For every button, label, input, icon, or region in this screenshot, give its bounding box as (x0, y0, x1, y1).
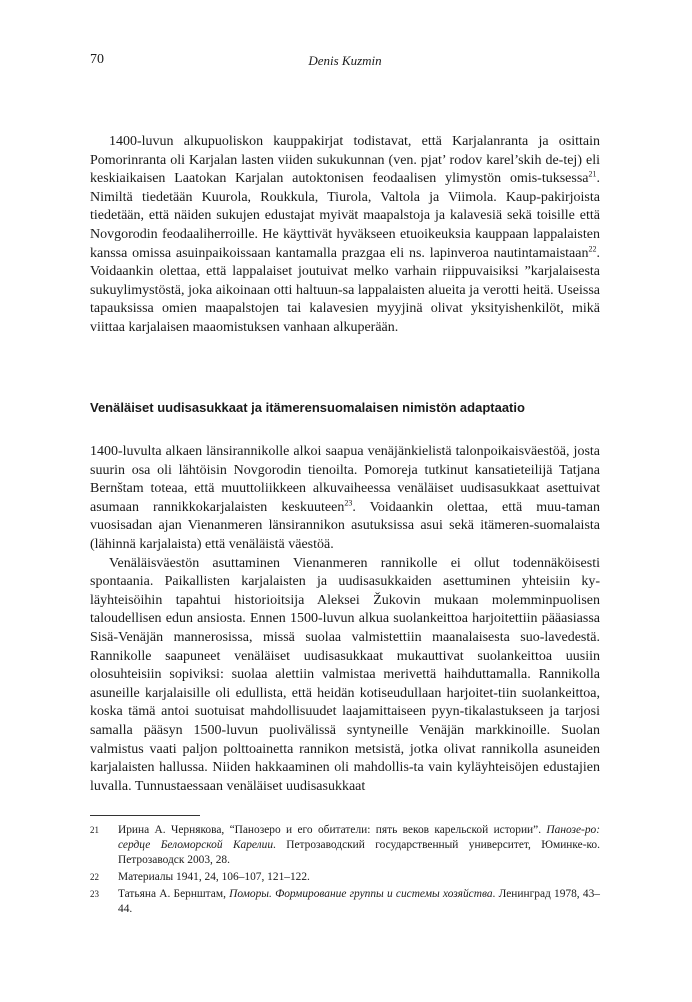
footnotes (90, 823, 600, 919)
footnote-number: 23 (90, 889, 99, 899)
section-heading: Venäläiset uudisasukkaat ja itämerensuomalaisen nimistön adaptaatio (90, 400, 525, 415)
footnote-divider (90, 815, 200, 816)
footnote-ref-23[interactable]: 23 (344, 498, 353, 508)
footnote-23: 23 Татьяна А. Бернштам, Поморы. Формирование группы и системы хозяйства. Ленинград 1978, 43–44. (90, 888, 600, 915)
section-text-block (90, 443, 600, 796)
paragraph-salt-making: Venäläisväestön asuttaminen Vienanmeren rannikolle ei ollut todennäköisesti spontaania. Paikallisten karjalaisten ja uudisasukkaiden asettuminen yhteisiin ky-läyhteisöihin tapahtui historioitsija Aleksei Žukovin mukaan molemminpuolisen taloudellisen edun ansiosta. Ennen 1500-luvun alkua suolankeittoa harjoitettiin pääasiassa Sisä-Venäjän mannerosissa, missä suolaa valmistettiin maanalaisesta suo-lavedestä. Rannikolle saapuneet venäläiset uudisasukkaat mukauttivat suolankeittoa uusiin olosuhteisiin sopiviksi: suolaa alettiin valmistaa merivettä haihduttamalla. Rannikolla asuneille karjalaisille oli edullista, että heidän kotiseudullaan harjoitet-tiin suolankeittoa, koska tämä antoi suotuisat mahdollisuudet laajamittaiseen pyyn-tikalastukseen ja tarjosi samalla pääsyn 1500-luvun puolivälissä syntyneille Venäjän markkinoille. Suolan valmistus vaati paljon polttoainetta rannikon metsistä, jotka olivat rannikolla asuneiden karjalaisten hallussa. Niiden hakkaaminen oli mahdollis-ta vain kyläyhteisöjen edustajien luvalla. Tunnustaessaan venäläiset uudisasukkaat (90, 555, 600, 794)
running-head-author: Denis Kuzmin (308, 53, 382, 68)
paragraph-settlers: 1400-luvulta alkaen länsirannikolle alkoi saapua venäjänkielistä talonpoikaisväestöä, josta suurin osa oli lähtöisin Novgorodin tienoilta. Pomoreja tutkinut kansatieteilijä Tatjana Bernštam toteaa, että muuttoliikkeen alkuvaiheessa venäläiset uudisasukkaat asettuivat asumaan rannikkokarjalaisten keskuuteen$^{23}$. Voidaankin olettaa, että muu-taman vuosisadan ajan Vienanmeren länsirannikon asutuksissa asui sekä itämeren-suomalaista (lähinnä karjalaista) että venäläistä väestöä. (90, 444, 600, 552)
book-page (90, 0, 600, 1002)
footnote-22: 22 Материалы 1941, 24, 106–107, 121–122. (90, 871, 310, 883)
footnote-ref-21[interactable]: 21 (588, 169, 597, 179)
intro-text-block (90, 133, 600, 338)
page-header (90, 52, 600, 72)
footnote-number: 21 (90, 825, 99, 835)
footnote-21: 21 Ирина А. Чернякова, “Панозеро и его обитатели: пять веков карельской истории”. Панозе-ро: сердце Беломорской Карелии. Петрозаводский государственный университет, Юминке-ко. Петрозаводск 2003, 28. (90, 824, 600, 866)
footnote-number: 22 (90, 872, 99, 882)
page-number: 70 (90, 52, 104, 67)
paragraph-karjalanranta: 1400-luvun alkupuoliskon kauppakirjat todistavat, että Karjalanranta ja osittain Pomorinranta oli Karjalan lasten viiden sukukunnan (ven. pjat’ rodov karel’skih de-tej) eli keskiaikaisen Laatokan Karjalan autoktonisen feodaalisen ylimystön omis-tuksessa$^{21}$. Nimiltä tiedetään Kuurola, Roukkula, Tiurola, Valtola ja Viimola. Kaup-pakirjoista tiedetään, että näiden sukujen edustajat myivät maapalstoja ja kalavesiä sekä toisille että Novgorodin feodaaliherroille. He käyttivät hyväkseen etuoikeuksia kauppaan lappalaisten kanssa omissa asuinpaikoissaan kantamalla prazgaa eli ns. lapinveroa nautintamaistaan$^{22}$. Voidaankin olettaa, että lappalaiset joutuivat melko varhain riippuvaisiksi ”karjalaisesta sukuylimystöstä, joka aikoinaan otti haltuun-sa lappalaisten alueita ja verotti heitä. Useissa tapauksissa omien maapalstojen tai kalavesien myyjinä olivat yksityishenkilöt, mikä viittaa karjalaisen maaomistuksen vanhaan alkuperään. (90, 134, 600, 335)
footnote-ref-22[interactable]: 22 (588, 243, 597, 253)
